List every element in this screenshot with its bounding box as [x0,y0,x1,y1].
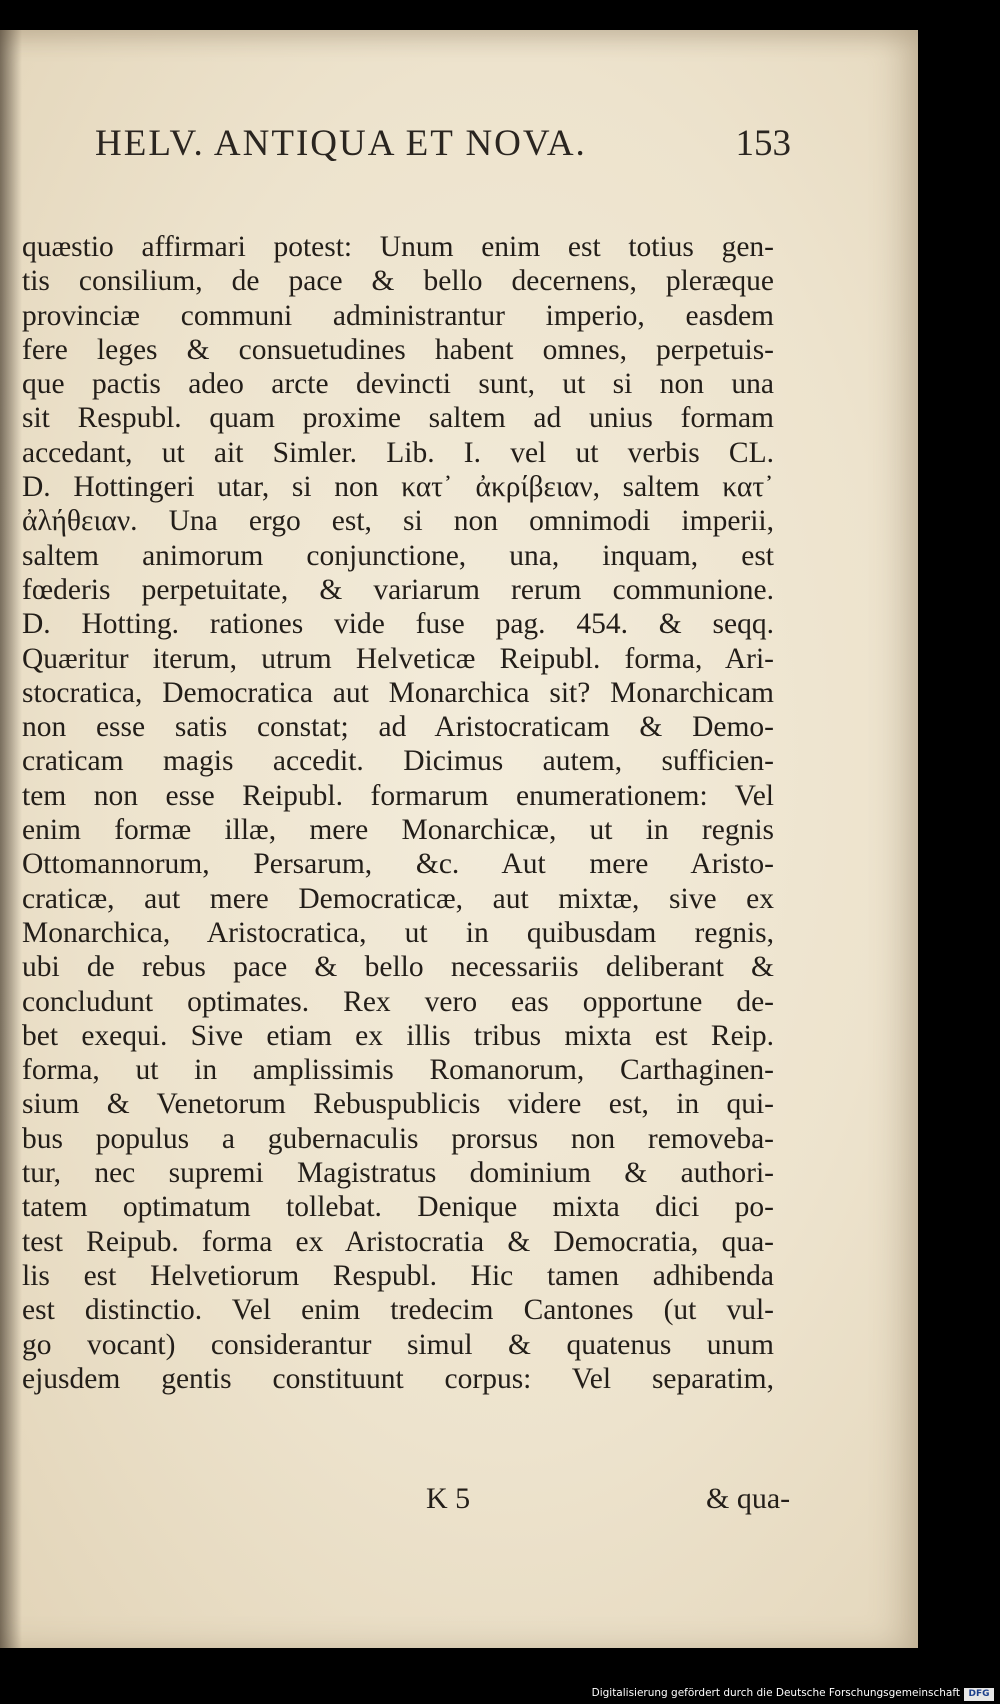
text-line: concludunt optimates. Rex vero eas opportune de- [22,985,774,1018]
text-line: non esse satis constat; ad Aristocraticam & Demo- [22,711,774,744]
text-line: fere leges & consuetudines habent omnes, perpetuis- [22,333,774,366]
text-line: tatem optimatum tollebat. Denique mixta dici po- [22,1191,774,1224]
text-line: tem non esse Reipubl. formarum enumerationem: Vel [22,779,774,812]
page-number: 153 [735,123,791,164]
digitization-credit: Digitalisierung gefördert durch die Deutsche Forschungsgemeinschaft [591,1687,960,1699]
text-line: craticam magis accedit. Dicimus autem, sufficien- [22,745,774,778]
page-footer [0,1482,918,1522]
text-line: sit Respubl. quam proxime saltem ad unius formam [22,402,774,435]
text-line: forma, ut in amplissimis Romanorum, Carthaginen- [22,1054,774,1087]
catchword: & qua- [706,1482,791,1515]
text-line: que pactis adeo arcte devincti sunt, ut si non una [22,368,774,401]
text-line: stocratica, Democratica aut Monarchica sit? Monarchicam [22,676,774,709]
text-line: est distinctio. Vel enim tredecim Cantones (ut vul- [22,1294,774,1327]
page-header [95,122,791,172]
text-line: sium & Venetorum Rebuspublicis videre est, in qui- [22,1088,774,1121]
text-line: provinciæ communi administrantur imperio, easdem [22,299,774,332]
text-line: enim formæ illæ, mere Monarchicæ, ut in regnis [22,814,774,847]
text-line: ejusdem gentis constituunt corpus: Vel separatim, [22,1362,774,1395]
signature-mark: K 5 [426,1482,471,1515]
text-line: D. Hotting. rationes vide fuse pag. 454. & seqq. [22,608,774,641]
running-title: HELV. ANTIQUA ET NOVA. [95,123,587,164]
text-line: Ottomannorum, Persarum, &c. Aut mere Aristo- [22,848,774,881]
text-line: lis est Helvetiorum Respubl. Hic tamen adhibenda [22,1259,774,1292]
gutter-shadow [0,30,22,1648]
text-line: bus populus a gubernaculis prorsus non removeba- [22,1122,774,1155]
body-text [22,230,774,1396]
text-line: go vocant) considerantur simul & quatenus unum [22,1328,774,1361]
text-line: ἀλήθειαν. Una ergo est, si non omnimodi imperii, [22,505,774,538]
text-line: saltem animorum conjunctione, una, inquam, est [22,539,774,572]
text-line: Quæritur iterum, utrum Helveticæ Reipubl. forma, Ari- [22,642,774,675]
text-line: bet exequi. Sive etiam ex illis tribus mixta est Reip. [22,1019,774,1052]
dfg-logo: DFG [964,1688,994,1701]
text-line: tis consilium, de pace & bello decernens, pleræque [22,265,774,298]
text-line: craticæ, aut mere Democraticæ, aut mixtæ, sive ex [22,882,774,915]
text-line: ubi de rebus pace & bello necessariis deliberant & [22,951,774,984]
text-line: fœderis perpetuitate, & variarum rerum communione. [22,573,774,606]
text-line: test Reipub. forma ex Aristocratia & Democratia, qua- [22,1225,774,1258]
text-line: accedant, ut ait Simler. Lib. I. vel ut verbis CL. [22,436,774,469]
text-line: Monarchica, Aristocratica, ut in quibusdam regnis, [22,916,774,949]
text-line: tur, nec supremi Magistratus dominium & authori- [22,1157,774,1190]
text-line: quæstio affirmari potest: Unum enim est totius gen- [22,231,774,263]
book-page [0,30,918,1648]
text-line: D. Hottingeri utar, si non κατ᾽ ἀκρίβειαν, saltem κατ᾽ [22,471,774,504]
